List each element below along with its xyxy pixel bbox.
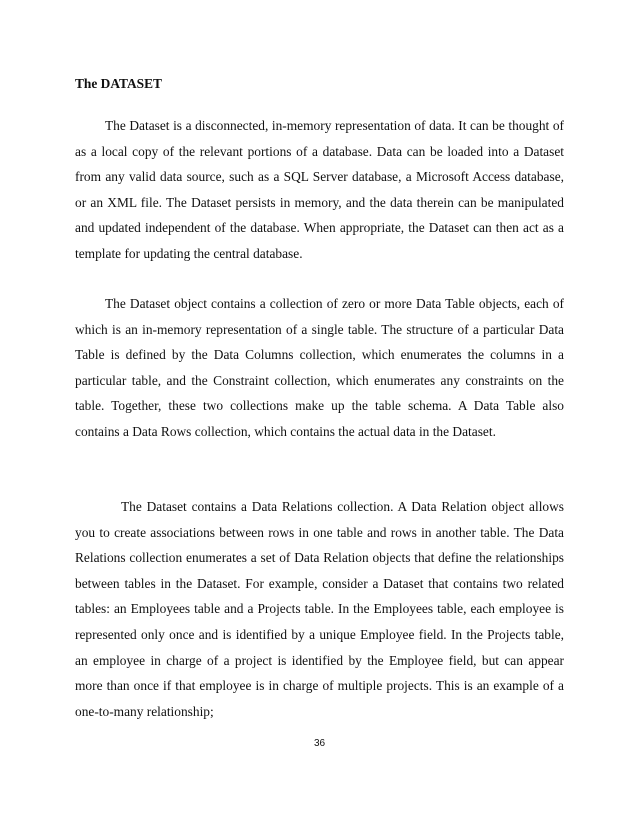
paragraph-data-table: The Dataset object contains a collection of zero or more Data Table objects, each of which is an in-memory representation of a single table. The structure of a particular Data Table is defined by the Data Columns collection, which enumerates the columns in a particular table, and the Constraint collection, which enumerates any constraints on the table. Together, these two collections make up the table schema. A Data Table also contains a Data Rows collection, which contains the actual data in the Dataset. xyxy=(75,296,564,439)
page-number: 36 xyxy=(313,738,326,749)
section-heading: The DATASET xyxy=(75,76,162,91)
paragraph-dataset-overview: The Dataset is a disconnected, in-memory representation of data. It can be thought of as a local copy of the relevant portions of a database. Data can be loaded into a Dataset from any valid data source, such as a SQL Server database, a Microsoft Access database, or an XML file. The Dataset persists in memory, and the data therein can be manipulated and updated independent of the database. When appropriate, the Dataset can then act as a template for updating the central database. xyxy=(75,118,564,261)
paragraph-data-relations: The Dataset contains a Data Relations collection. A Data Relation object allows you to create associations between rows in one table and rows in another table. The Data Relations collection enumerates a set of Data Relation objects that define the relationships between tables in the Dataset. For example, consider a Dataset that contains two related tables: an Employees table and a Projects table. In the Employees table, each employee is represented only once and is identified by a unique Employee field. In the Projects table, an employee in charge of a project is identified by the Employee field, but can appear more than once if that employee is in charge of multiple projects. This is an example of a one-to-many relationship; xyxy=(75,499,564,719)
document-page xyxy=(75,0,564,826)
